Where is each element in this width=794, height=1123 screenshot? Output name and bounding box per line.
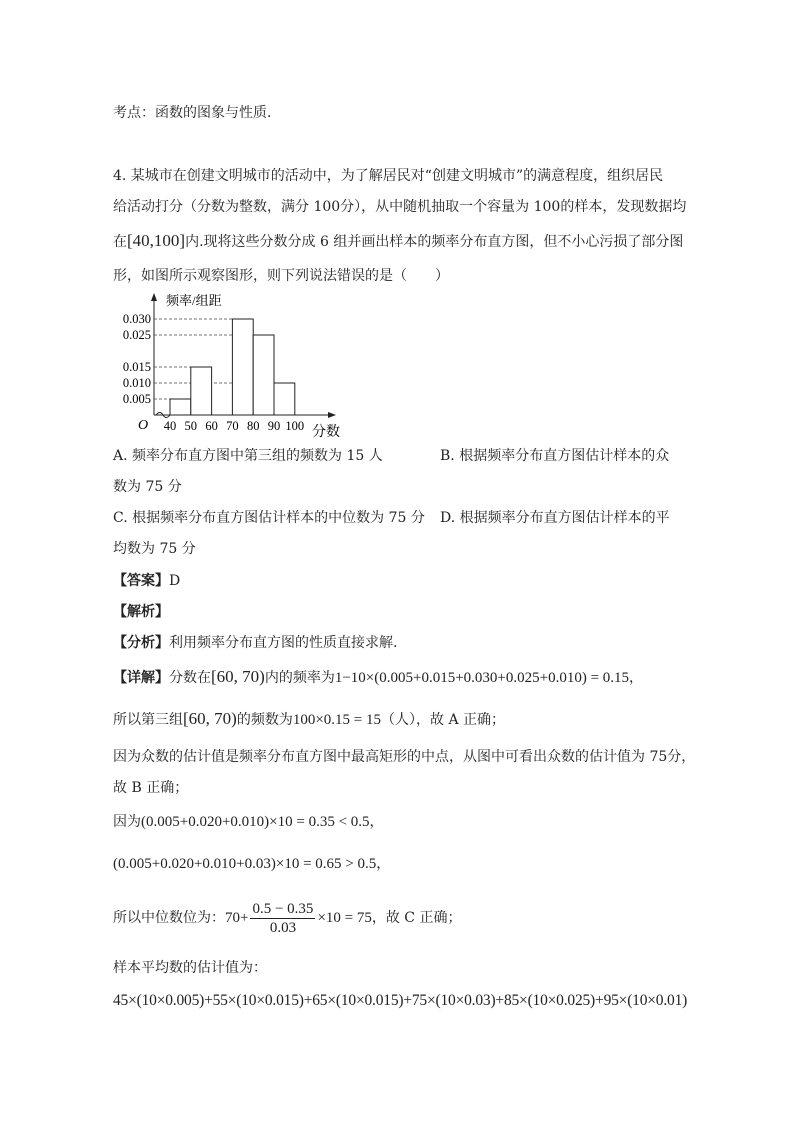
x-axis-label: 分数: [312, 425, 340, 440]
y-tick-label: 0.030: [122, 312, 151, 326]
frequency-histogram: [108, 291, 348, 441]
x-tick-label: 50: [184, 419, 198, 433]
detail-label: 【详解】: [113, 670, 169, 686]
question-line-2: 给活动打分（分数为整数，满分 100分），从中随机抽取一个容量为 100的样本，发现数据均: [113, 199, 687, 215]
detail-line-5: 因为(0.005+0.020+0.010)×10 = 0.35 < 0.5，: [113, 814, 384, 830]
origin-label: O: [138, 418, 149, 433]
detail-line-8: 样本平均数的估计值为：: [113, 960, 267, 976]
y-tick-label: 0.005: [122, 392, 151, 406]
fenxi-label: 【分析】: [113, 635, 169, 651]
option-a: A. 频率分布直方图中第三组的频数为 15 人: [113, 448, 383, 464]
median-check-1: (0.005+0.020+0.010)×10 = 0.35 < 0.5: [141, 814, 370, 830]
histogram-bar: [253, 335, 274, 415]
question-line-3-pre: 在: [113, 234, 127, 250]
x-axis-arrow: [328, 412, 336, 418]
question-line-3-post: 内.现将这些分数分成 6 组并画出样本的频率分布直方图，但不小心污损了部分图: [185, 234, 684, 250]
question-line-3: [113, 231, 683, 252]
interval-60-70: [60, 70): [211, 667, 265, 686]
answer-line: [113, 571, 180, 591]
interval-60-70-b: [60, 70): [183, 709, 237, 728]
median-check-2: (0.005+0.020+0.010+0.03)×10 = 0.65 > 0.5: [113, 856, 377, 872]
question-line-1: 4. 某城市在创建文明城市的活动中，为了解居民对“创建文明城市”的满意程度，组织居民: [113, 168, 664, 184]
detail-line-2: 所以第三组[60, 70)的频数为100×0.15 = 15（人），故 A 正确；: [113, 709, 506, 728]
detail-line-1: 【详解】分数在[60, 70)内的频率为1−10×(0.005+0.015+0.030+0.025+0.010) = 0.15，: [113, 667, 644, 686]
median-fraction: $\frac{0.5 - 0.35}{0.03}$: [252, 900, 314, 936]
option-b-line-2: 数为 75 分: [113, 479, 182, 495]
histogram-bar: [274, 383, 295, 415]
y-axis-label: 频率/组距: [166, 293, 222, 308]
histogram-bar: [170, 399, 191, 415]
histogram-bar: [191, 367, 212, 415]
interval-40-100: [40,100]: [127, 231, 186, 250]
y-axis-arrow: [151, 293, 157, 301]
y-tick-label: 0.010: [122, 376, 151, 390]
y-tick-label: 0.025: [122, 328, 151, 342]
x-tick-label: 70: [226, 419, 239, 433]
count-formula: 100×0.15 = 15: [292, 712, 381, 728]
y-tick-label: 0.015: [122, 360, 151, 374]
detail-line-6: (0.005+0.020+0.010+0.03)×10 = 0.65 > 0.5，: [113, 856, 391, 872]
detail-line-3: 因为众数的估计值是频率分布直方图中最高矩形的中点，从图中可看出众数的估计值为 75分，: [113, 749, 696, 765]
fenxi-text: 利用频率分布直方图的性质直接求解.: [169, 635, 398, 651]
detail-line-7: 所以中位数位为：70+ $\frac{0.5 - 0.35}{0.03}$ ×10 = 75，故 C 正确；: [113, 900, 462, 936]
analysis-label: 【解析】: [113, 604, 169, 620]
x-tick-label: 40: [163, 419, 177, 433]
x-tick-label: 60: [205, 419, 218, 433]
answer-value: D: [169, 573, 181, 589]
question-line-4: 形，如图所示观察图形，则下列说法错误的是（ ）: [113, 268, 449, 284]
frequency-formula: 1−10×(0.005+0.015+0.030+0.025+0.010) = 0.15: [334, 670, 630, 686]
option-c: C. 根据频率分布直方图估计样本的中位数为 75 分: [113, 510, 425, 526]
detail-line-9: [113, 990, 687, 1011]
fenxi-line: [113, 633, 397, 653]
x-tick-label: 100: [285, 419, 305, 433]
x-tick-label: 80: [246, 419, 260, 433]
option-d-line-2: 均数为 75 分: [113, 541, 196, 557]
mean-formula: 45×(10×0.005)+55×(10×0.015)+65×(10×0.015)+75×(10×0.03)+85×(10×0.025)+95×(10×0.01): [113, 992, 688, 1009]
answer-label: 【答案】: [113, 573, 169, 589]
x-tick-label: 90: [267, 419, 281, 433]
detail-line-4: 故 B 正确；: [113, 780, 189, 796]
histogram-bar: [232, 319, 253, 415]
option-d-line-1: D. 根据频率分布直方图估计样本的平: [440, 510, 670, 526]
option-b-line-1: B. 根据频率分布直方图估计样本的众: [440, 448, 670, 464]
topic-line: 考点：函数的图象与性质．: [113, 105, 281, 121]
